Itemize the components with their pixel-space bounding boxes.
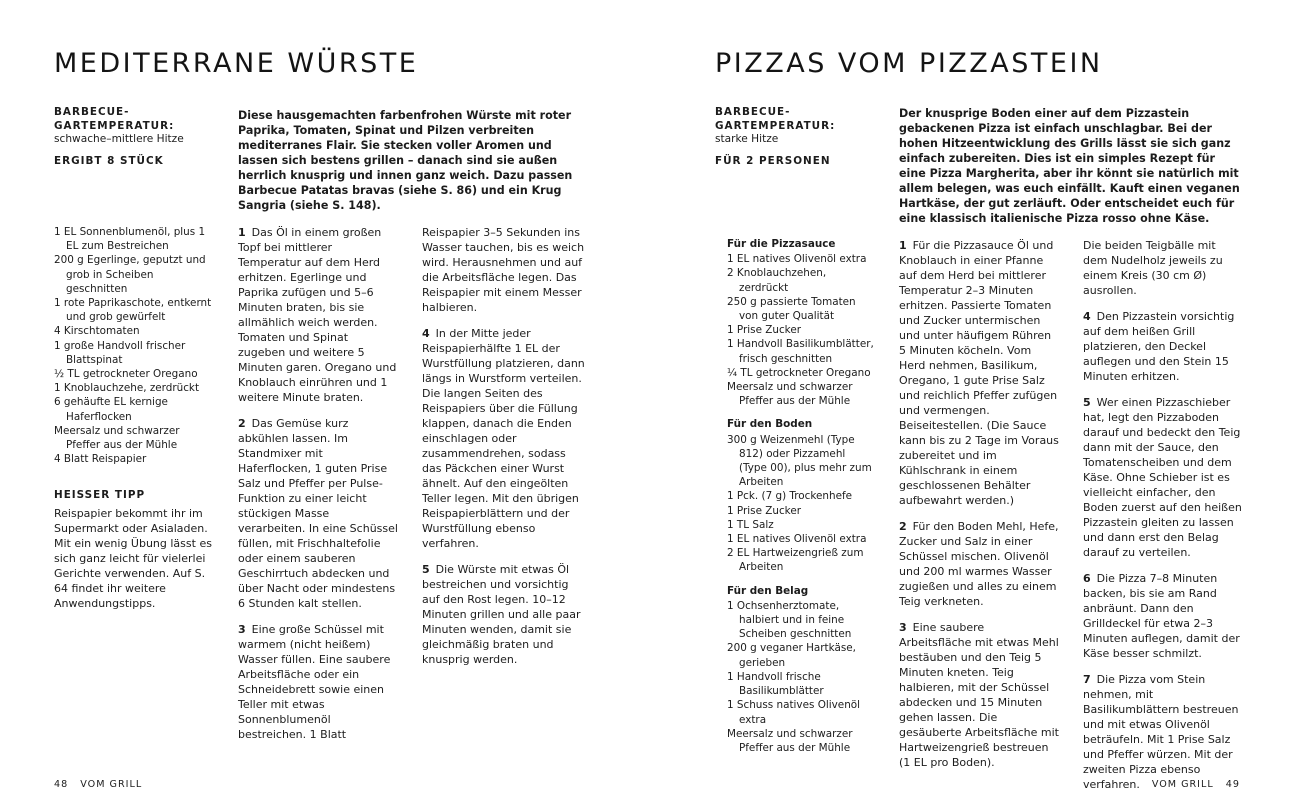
step-number: 3: [238, 623, 246, 636]
method-step: [1083, 571, 1243, 661]
ingredient-item: 2 Knoblauchzehen, zerdrückt: [727, 267, 827, 294]
recipe-title-right: PIZZAS VOM PIZZASTEIN: [715, 48, 1103, 79]
step-text: Den Pizzastein vorsichtig auf dem heißen Grill platzieren, den Deckel auflegen und den Stein 15 Minuten erhitzen.: [1083, 310, 1235, 383]
method-step: [1083, 395, 1243, 560]
ingredient-item: 1 Schuss natives Olivenöl extra: [727, 699, 861, 726]
ingredient-item: 1 große Handvoll frischer Blattspinat: [54, 339, 186, 366]
step-text: Wer einen Pizzaschieber hat, legt den Pizzaboden darauf und bedeckt den Teig dann mit der Sauce, den Tomatenscheiben und dem Käse. Ohne Schieber ist es vielleicht einfacher, den Boden zuerst auf den heißen Pizzastein gleiten zu lassen und dann erst den Belag darauf zu verteilen.: [1083, 396, 1242, 559]
ingredient-list-left: [54, 225, 214, 466]
ingredient-group: [715, 584, 875, 755]
method-step: [238, 622, 398, 742]
method-column-left-2: [422, 225, 586, 678]
ingredient-item: 1 TL Salz: [727, 518, 774, 531]
method-step: [238, 416, 398, 611]
step-text: Die Würste mit etwas Öl bestreichen und vorsichtig auf den Rost legen. 10–12 Minuten grillen und alle paar Minuten wenden, damit sie gleichmäßig braten und knusprig werden.: [422, 563, 581, 666]
recipe-intro-right: Der knusprige Boden einer auf dem Pizzastein gebackenen Pizza ist einfach unschlagbar. Bei der hohen Hitzeentwicklung des Grills lässt sie sich ganz einfach zubereiten. Dies ist ein simples Rezept für eine Pizza Margherita, aber ihr könnt sie natürlich mit allem belegen, was euch einfällt. Kauft einen veganen Hartkäse, der gut zerläuft. Oder entscheidet euch für eine klassisch italienische Pizza rosso ohne Käse.: [899, 107, 1240, 225]
ingredient-group-heading: Für den Boden: [727, 418, 813, 431]
ingredient-item: 1 EL natives Olivenöl extra: [727, 253, 867, 266]
ingredient-group: [715, 417, 875, 574]
step-text: Für den Boden Mehl, Hefe, Zucker und Salz in einer Schüssel mischen. Olivenöl und 200 ml warmes Wasser zugießen und alles zu einem Teig verkneten.: [899, 520, 1059, 608]
method-step: [422, 562, 586, 667]
ingredient-item: ¼ TL getrockneter Oregano: [727, 366, 871, 379]
ingredient-item: 200 g veganer Hartkäse, gerieben: [727, 642, 856, 669]
method-continuation: Die beiden Teigbälle mit dem Nudelholz jeweils zu einem Kreis (30 cm Ø) ausrollen.: [1083, 239, 1223, 297]
step-text: Das Öl in einem großen Topf bei mittlerer Temperatur auf dem Herd erhitzen. Egerlinge und Paprika zufügen und 5–6 Minuten braten, bis sie allmählich weich werden. Tomaten und Spinat zugeben und weitere 5 Minuten garen. Oregano und Knoblauch einrühren und 1 weitere Minute braten.: [238, 226, 397, 404]
ingredient-item: 1 Pck. (7 g) Trockenhefe: [727, 490, 853, 503]
method-step: [899, 519, 1059, 609]
step-number: 4: [422, 327, 430, 340]
ingredient-item: 1 Knoblauchzehe, zerdrückt: [54, 382, 200, 395]
page-number-right: 49: [1225, 779, 1240, 790]
ingredient-item: 4 Kirschtomaten: [54, 325, 140, 338]
step-number: 7: [1083, 673, 1091, 686]
yield-label: ERGIBT 8 STÜCK: [54, 154, 164, 167]
step-text: Für die Pizzasauce Öl und Knoblauch in einer Pfanne auf dem Herd bei mittlerer Temperatur 2–3 Minuten erhitzen. Passierte Tomaten und Zucker untermischen und unter häufigem Rühren 5 Minuten köcheln. Vom Herd nehmen, Basilikum, Oregano, 1 gute Prise Salz und reichlich Pfeffer zufügen und vermengen. Beiseitestellen. (Die Sauce kann bis zu 2 Tage im Voraus zubereitet und im Kühlschrank in einem geschlossenen Behälter aufbewahrt werden.): [899, 239, 1059, 507]
temperature-value: starke Hitze: [715, 133, 779, 145]
footer-left: [54, 780, 148, 790]
method-step: [238, 225, 398, 405]
step-text: In der Mitte jeder Reispapierhälfte 1 EL der Wurstfüllung platzieren, dann längs in Wurstform verteilen. Die langen Seiten des Reispapiers über die Füllung klappen, danach die Enden einschlagen oder zusammendrehen, sodass das Päckchen einer Wurst ähnelt. Auf den eingeölten Teller legen. Mit den übrigen Reispapierblättern und der Wurstfüllung ebenso verfahren.: [422, 327, 585, 550]
ingredient-item: 6 gehäufte EL kernige Haferflocken: [54, 396, 168, 423]
step-text: Das Gemüse kurz abkühlen lassen. Im Standmixer mit Haferflocken, 1 guten Prise Salz und Pfeffer per Pulse-Funktion zu einer leicht stückigen Masse verarbeiten. In eine Schüssel füllen, mit Frischhaltefolie oder einem sauberen Geschirrtuch abdecken und über Nacht oder mindestens 6 Stunden kalt stellen.: [238, 417, 398, 610]
step-text: Die Pizza vom Stein nehmen, mit Basilikumblättern bestreuen und mit etwas Olivenöl beträufeln. Mit 1 Prise Salz und Pfeffer würzen. Mit der zweiten Pizza ebenso verfahren.: [1083, 673, 1239, 791]
ingredient-item: 1 Handvoll frische Basilikumblätter: [727, 670, 824, 698]
section-name-right: VOM GRILL: [1151, 779, 1214, 790]
method-column-left-1: [238, 225, 398, 753]
ingredient-item: 1 Handvoll Basilikumblätter, frisch geschnitten: [727, 338, 874, 365]
step-text: Eine saubere Arbeitsfläche mit etwas Mehl bestäuben und den Teig 5 Minuten kneten. Teig halbieren, mit der Schüssel abdecken und 15 Minuten gehen lassen. Die gesäuberte Arbeitsfläche mit Hartweizengrieß bestreuen (1 EL pro Boden).: [899, 621, 1059, 769]
ingredient-item: 1 rote Paprikaschote, entkernt und grob gewürfelt: [54, 297, 212, 324]
method-continuation: Reispapier 3–5 Sekunden ins Wasser tauchen, bis es weich wird. Herausnehmen und auf die Arbeitsfläche legen. Das Reispapier mit einem Messer halbieren.: [422, 226, 585, 314]
method-step: [1083, 309, 1243, 384]
method-step: [1083, 672, 1243, 792]
step-number: 2: [899, 520, 907, 533]
page-number-left: 48: [54, 779, 69, 790]
ingredient-item: 1 Prise Zucker: [727, 504, 801, 517]
recipe-intro-left: Diese hausgemachten farbenfrohen Würste mit roter Paprika, Tomaten, Spinat und Pilzen verbreiten mediterranes Flair. Sie stecken voller Aromen und lassen sich bestens grillen – danach sind sie außen herrlich knusprig und innen ganz weich. Dazu passen Barbecue Patatas bravas (siehe S. 86) und ein Krug Sangria (siehe S. 148).: [238, 109, 573, 212]
step-number: 2: [238, 417, 246, 430]
section-name-left: VOM GRILL: [80, 779, 143, 790]
ingredient-item: Meersalz und schwarzer Pfeffer aus der Mühle: [54, 424, 180, 452]
method-step: [422, 326, 586, 551]
temperature-label: BARBECUE- GARTEMPERATUR:: [54, 106, 175, 132]
step-number: 6: [1083, 572, 1091, 585]
temperature-label: BARBECUE- GARTEMPERATUR:: [715, 106, 836, 132]
ingredient-group: [715, 237, 875, 408]
method-step: [899, 620, 1059, 770]
step-number: 5: [422, 563, 430, 576]
step-number: 1: [899, 239, 907, 252]
method-step: [899, 238, 1059, 508]
ingredient-item: 1 Ochsenherztomate, halbiert und in feine Scheiben geschnitten: [727, 599, 852, 641]
ingredient-item: 2 EL Hartweizengrieß zum Arbeiten: [727, 547, 864, 574]
ingredient-item: 200 g Egerlinge, geputzt und grob in Scheiben geschnitten: [54, 254, 206, 295]
step-text: Eine große Schüssel mit warmem (nicht heißem) Wasser füllen. Eine saubere Arbeitsfläche oder ein Schneidebrett sowie einen Teller mit etwas Sonnenblumenöl bestreichen. 1 Blatt: [238, 623, 391, 741]
step-text: Die Pizza 7–8 Minuten backen, bis sie am Rand anbräunt. Dann den Grilldeckel für etwa 2–3 Minuten auflegen, damit der Käse besser schmilzt.: [1083, 572, 1240, 660]
ingredient-item: ½ TL getrockneter Oregano: [54, 368, 198, 381]
ingredient-group-heading: Für die Pizzasauce: [727, 238, 836, 250]
ingredient-list-right: [715, 237, 875, 755]
recipe-title-left: MEDITERRANE WÜRSTE: [54, 48, 419, 79]
ingredient-item: 250 g passierte Tomaten von guter Qualität: [727, 295, 856, 323]
method-column-right-2: [1083, 238, 1243, 792]
tip-box: [54, 488, 216, 611]
temperature-value: schwache–mittlere Hitze: [54, 133, 184, 145]
step-number: 5: [1083, 396, 1091, 409]
step-number: 1: [238, 226, 246, 239]
ingredient-item: 1 Prise Zucker: [727, 324, 801, 337]
ingredient-group-heading: Für den Belag: [727, 584, 809, 597]
footer-right: [1146, 780, 1240, 790]
yield-label: FÜR 2 PERSONEN: [715, 154, 831, 167]
recipe-meta-right: [715, 106, 885, 168]
recipe-meta-left: [54, 106, 224, 168]
ingredient-item: 1 EL natives Olivenöl extra: [727, 533, 867, 546]
method-column-right-1: [899, 238, 1059, 781]
step-number: 4: [1083, 310, 1091, 323]
ingredient-item: Meersalz und schwarzer Pfeffer aus der Mühle: [727, 727, 853, 754]
tip-text: Reispapier bekommt ihr im Supermarkt oder Asialaden. Mit ein wenig Übung lässt es sich ganz leicht für vielerlei Gerichte verwenden. Auf S. 64 findet ihr weitere Anwendungstipps.: [54, 507, 212, 610]
ingredient-item: 4 Blatt Reispapier: [54, 453, 147, 466]
ingredient-item: 300 g Weizenmehl (Type 812) oder Pizzamehl (Type 00), plus mehr zum Arbeiten: [727, 433, 872, 489]
tip-title: HEISSER TIPP: [54, 489, 146, 501]
step-number: 3: [899, 621, 907, 634]
ingredient-item: Meersalz und schwarzer Pfeffer aus der Mühle: [727, 381, 853, 408]
ingredient-item: 1 EL Sonnenblumenöl, plus 1 EL zum Bestreichen: [54, 226, 206, 253]
